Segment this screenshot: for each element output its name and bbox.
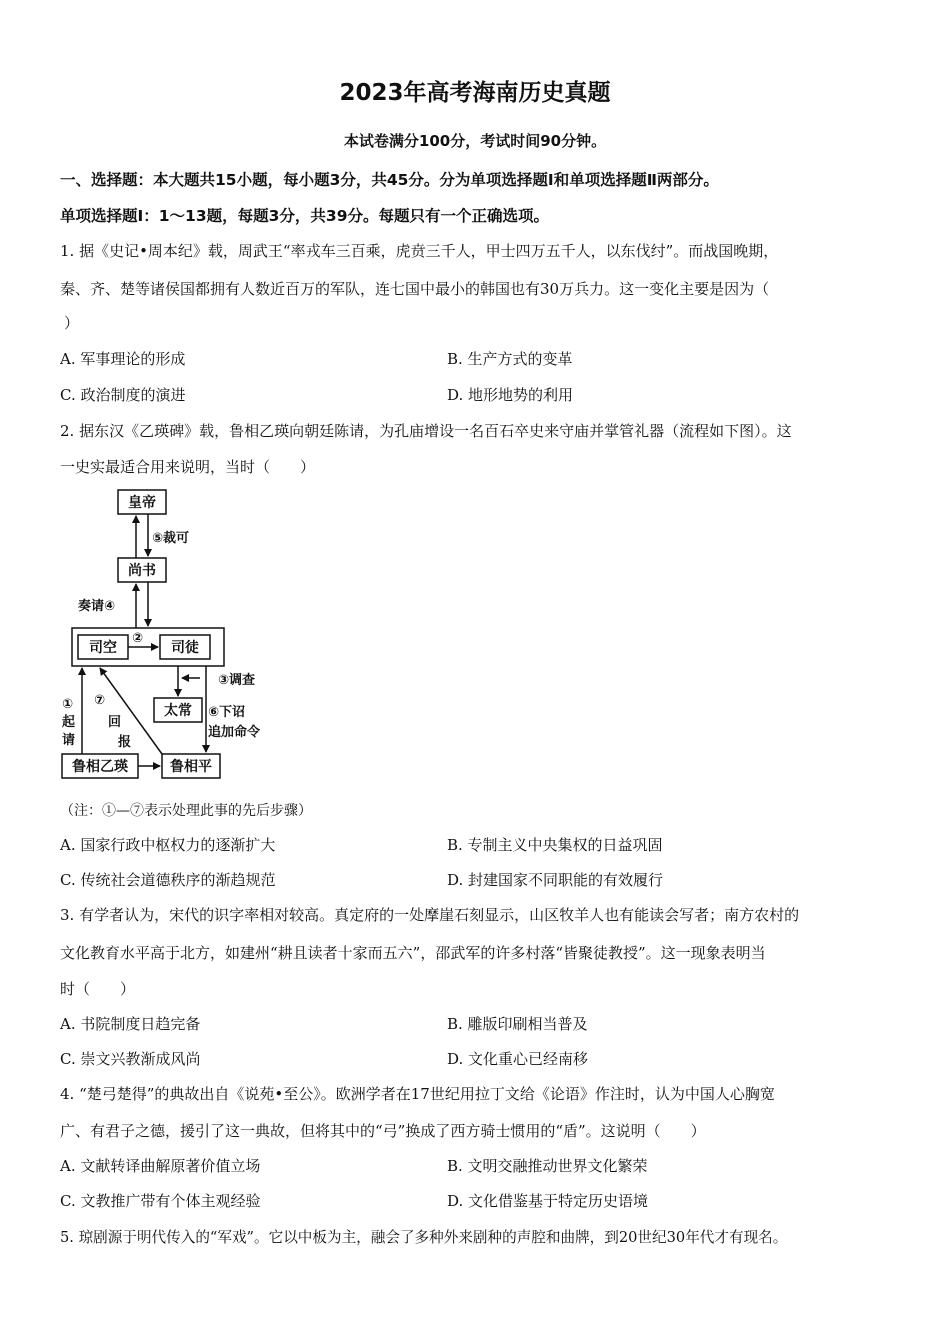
exam-info: 本试卷满分100分，考试时间90分钟。	[343, 132, 607, 150]
section-heading: 一、选择题：本大题共15小题，每小题3分，共45分。分为单项选择题Ⅰ和单项选择题Ⅱ两部分。	[60, 171, 719, 189]
q2-option-a: A. 国家行政中枢权力的逐渐扩大	[60, 836, 276, 854]
diagram-note: （注：①—⑦表示处理此事的先后步骤）	[60, 803, 312, 819]
sikong-label: 司空	[89, 640, 117, 656]
q1-option-b: B. 生产方式的变革	[447, 350, 573, 368]
step-1-char-1: 起	[62, 715, 76, 730]
question-1-line-3: ）	[64, 314, 80, 332]
emperor-label: 皇帝	[128, 495, 156, 511]
question-2-line-2: 一史实最适合用来说明，当时（ ）	[60, 458, 316, 476]
q4-option-c: C. 文教推广带有个体主观经验	[60, 1192, 261, 1210]
step-7-char-2: 报	[118, 735, 132, 750]
question-5-line-1: 5. 琼剧源于明代传入的“军戏”。它以中板为主，融会了多种外来剧种的声腔和曲牌，到20世纪30年代才有现名。	[60, 1229, 788, 1246]
question-4-line-2: 广、有君子之德，援引了这一典故，但将其中的“弓”换成了西方骑士惯用的“盾”。这说明（ ）	[60, 1122, 706, 1140]
step-4-label: 奏请④	[78, 599, 116, 614]
step-7-char-1: 回	[108, 715, 122, 730]
q2-option-c: C. 传统社会道德秩序的渐趋规范	[60, 871, 276, 889]
q3-option-a: A. 书院制度日趋完备	[60, 1015, 201, 1033]
shangshu-label: 尚书	[128, 563, 156, 579]
q4-option-a: A. 文献转译曲解原著价值立场	[60, 1157, 261, 1175]
q2-option-d: D. 封建国家不同职能的有效履行	[447, 871, 664, 889]
q4-option-d: D. 文化借鉴基于特定历史语境	[447, 1192, 649, 1210]
step-6-label-line-2: 追加命令	[208, 725, 261, 740]
q3-option-b: B. 雕版印刷相当普及	[447, 1015, 588, 1033]
q3-option-d: D. 文化重心已经南移	[447, 1050, 589, 1068]
q1-option-c: C. 政治制度的演进	[60, 386, 186, 404]
question-1-line-1: 1. 据《史记•周本纪》载，周武王“率戎车三百乘，虎贲三千人，甲士四万五千人，以东伐纣”。而战国晚期，	[60, 242, 779, 260]
q1-option-a: A. 军事理论的形成	[60, 350, 186, 368]
question-3-line-3: 时（ ）	[60, 980, 136, 998]
question-3-line-1: 3. 有学者认为，宋代的识字率相对较高。真定府的一处摩崖石刻显示，山区牧羊人也有能读会写者；南方农村的	[60, 906, 800, 924]
luxiang-ping-label: 鲁相平	[170, 759, 212, 775]
q3-option-c: C. 崇文兴教渐成风尚	[60, 1050, 201, 1068]
question-1-line-2: 秦、齐、楚等诸侯国都拥有人数近百万的军队，连七国中最小的韩国也有30万兵力。这一变化主要是因为（	[60, 280, 770, 298]
q2-option-b: B. 专制主义中央集权的日益巩固	[447, 836, 663, 854]
section-subheading: 单项选择题Ⅰ：1～13题，每题3分，共39分。每题只有一个正确选项。	[60, 207, 549, 225]
page-title: 2023年高考海南历史真题	[339, 80, 611, 106]
q4-option-b: B. 文明交融推动世界文化繁荣	[447, 1157, 648, 1175]
step-1-char-2: 请	[62, 733, 76, 748]
luxiang-yiying-label: 鲁相乙瑛	[72, 759, 128, 775]
question-2-line-1: 2. 据东汉《乙瑛碑》载，鲁相乙瑛向朝廷陈请，为孔庙增设一名百石卒史来守庙并掌管礼器（流程如下图）。这	[60, 422, 792, 440]
question-3-line-2: 文化教育水平高于北方，如建州“耕且读者十家而五六”，邵武军的许多村落“皆聚徒教授”。这一现象表明当	[60, 944, 766, 962]
step-7-number: ⑦	[94, 693, 106, 708]
process-flow-diagram	[58, 482, 298, 782]
step-6-label-line-1: ⑥下诏	[208, 705, 246, 720]
taichang-label: 太常	[164, 703, 192, 719]
step-1-number: ①	[62, 697, 74, 712]
step-5-label: ⑤裁可	[152, 531, 190, 546]
situ-label: 司徒	[171, 640, 199, 656]
q1-option-d: D. 地形地势的利用	[447, 386, 574, 404]
question-4-line-1: 4. “楚弓楚得”的典故出自《说苑•至公》。欧洲学者在17世纪用拉丁文给《论语》作注时，认为中国人心胸宽	[60, 1085, 775, 1103]
step-2-label: ②	[132, 631, 144, 646]
step-3-label: ③调查	[218, 673, 256, 688]
